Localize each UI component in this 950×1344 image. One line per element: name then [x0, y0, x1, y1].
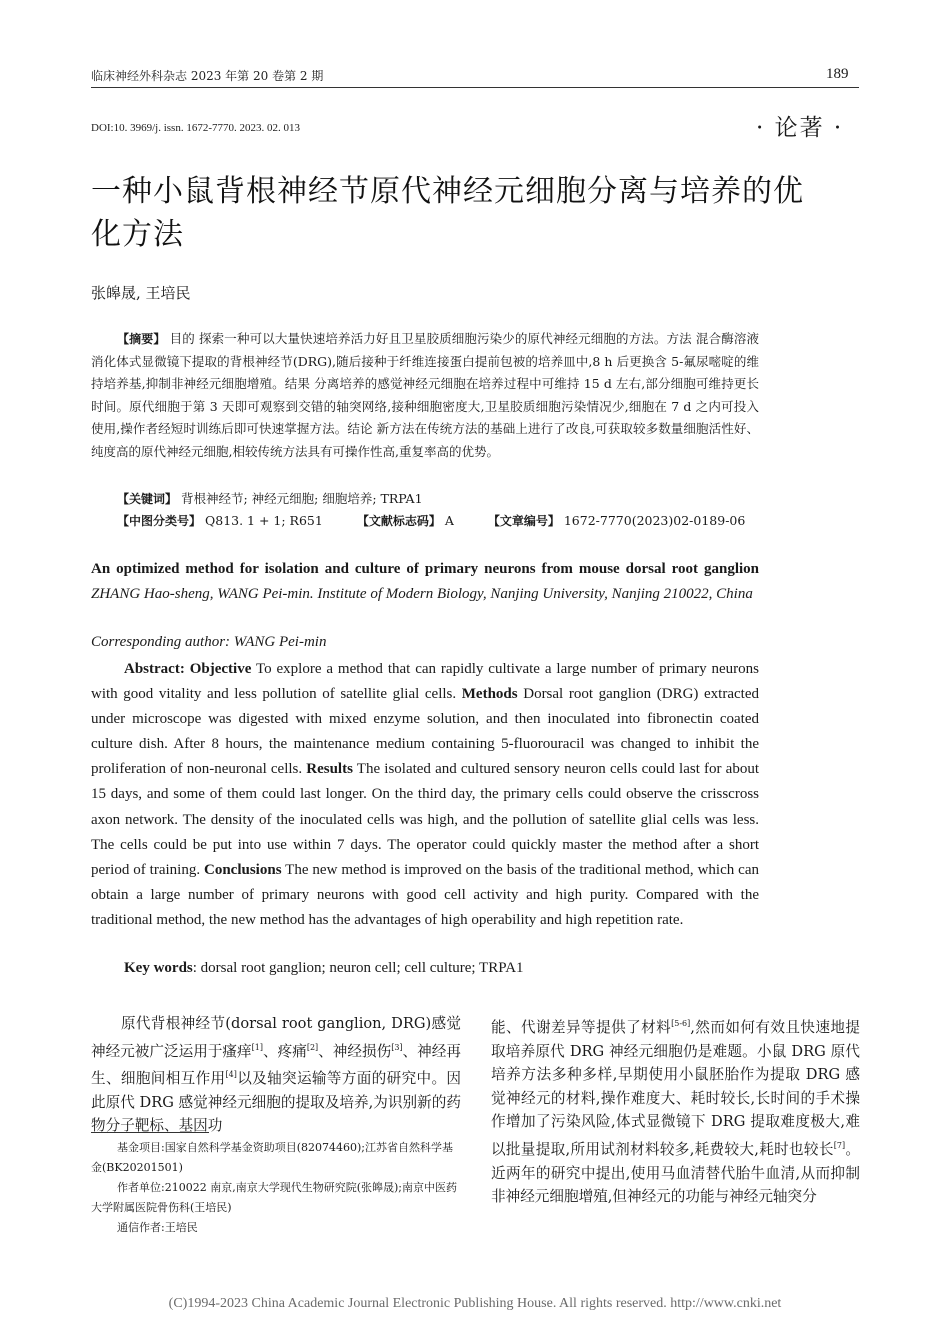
- objective-label: Objective: [189, 661, 252, 677]
- english-title-block: [91, 557, 759, 607]
- corresponding-note: 通信作者:王培民: [117, 1221, 198, 1234]
- english-authors-affiliation: ZHANG Hao-sheng, WANG Pei-min. Institute of Modern Biology, Nanjing University, Nanjing 210022, China: [91, 586, 753, 602]
- section-tag: · 论著 ·: [756, 115, 844, 141]
- objective-text: To explore a method that can rapidly cultivate a large number of primary neurons with good vitality and less pollution of satellite glial cells.: [91, 661, 759, 703]
- body-text: ,然而如何有效且快速地提取培养原代 DRG 神经元细胞仍是难题。小鼠 DRG 原代培养方法多种多样,早期使用小鼠胚胎作为提取 DRG 感觉神经元的材料,操作难度大、耗时较长,长时间的手术操作增加了污染风险,体式显微镜下 DRG 提取难度极大,难以批量提取,所用试剂材料较多,耗费较大,耗时也较长: [491, 1019, 860, 1158]
- methods-label: Methods: [461, 686, 518, 703]
- page-number: 189: [826, 66, 849, 82]
- clc-value: Q813. 1 + 1; R651: [201, 513, 323, 528]
- keywords-label-en: Key words: [124, 960, 193, 976]
- citation-link[interactable]: [3]: [391, 1042, 403, 1052]
- conclusions-label: Conclusions: [204, 861, 282, 878]
- article-title: 一种小鼠背根神经节原代神经元细胞分离与培养的优化方法: [91, 174, 804, 252]
- authors: 张皞晟, 王培民: [91, 284, 191, 302]
- corresponding-author-en: Corresponding author: WANG Pei-min: [91, 634, 327, 650]
- article-no-label: 【文章编号】: [487, 514, 560, 528]
- abstract-label: 【摘要】: [117, 332, 166, 346]
- article-no-value: 1672-7770(2023)02-0189-06: [559, 513, 746, 528]
- clc-label: 【中图分类号】: [117, 514, 202, 528]
- affiliation-note: 作者单位:210022 南京,南京大学现代生物研究院(张皞晟);南京中医药大学附属医院骨伤科(王培民): [91, 1181, 457, 1214]
- running-head: 临床神经外科杂志 2023 年第 20 卷第 2 期: [91, 69, 324, 83]
- doi[interactable]: DOI:10. 3969/j. issn. 1672-7770. 2023. 02. 013: [91, 122, 300, 134]
- conclusions-text: The new method is improved on the basis of the traditional method, which can obtain a large number of primary neurons with good cell activity and high purity. Compared with the traditional method, the new method has the advantages of high operability and high repetition rate.: [91, 861, 759, 928]
- footnotes: [91, 1138, 463, 1238]
- methods-text: Dorsal root ganglion (DRG) extracted under microscope was digested with mixed enzyme solution, and then inoculated into fibronectin coated culture dish. After 8 hours, the maintenance medium containing 5-fluorouracil was changed to inhibit the proliferation of non-neuronal cells.: [91, 686, 759, 778]
- funding-note: 基金项目:国家自然科学基金资助项目(82074460);江苏省自然科学基金(BK20201501): [91, 1141, 453, 1174]
- abstract-text: 目的 探索一种可以大量快速培养活力好且卫星胶质细胞污染少的原代神经元细胞的方法。方法 混合酶溶液消化体式显微镜下提取的背根神经节(DRG),随后接种于纤维连接蛋白提前包被的培养皿中,8 h 后更换含 5-氟尿嘧啶的维持培养基,抑制非神经元细胞增殖。结果 分离培养的感觉神经元细胞在培养过程中可维持 15 d 左右,部分细胞可维持更长时间。原代细胞于第 3 天即可观察到交错的轴突网络,接种细胞密度大,卫星胶质细胞污染情况少,细胞在 7 d 之内可投入使用,操作者经短时训练后即可快速掌握方法。结论 新方法在传统方法的基础上进行了改良,可获取较多数量细胞活性好、纯度高的原代神经元细胞,相较传统方法具有可操作性高,重复率高的优势。: [91, 331, 759, 459]
- keywords-text-en: : dorsal root ganglion; neuron cell; cell culture; TRPA1: [192, 960, 524, 976]
- english-abstract: [91, 657, 759, 933]
- body-text: 以及轴突运输等方面的研究中。因此原代 DRG 感觉神经元细胞的提取及培养,为识别新的药物分子靶标、基因功: [91, 1070, 461, 1135]
- body-column-right: [491, 1012, 860, 1209]
- body-column-left: [91, 1012, 461, 1138]
- footnote-rule: [91, 1132, 209, 1133]
- citation-link[interactable]: [1]: [251, 1042, 263, 1052]
- doc-code-value: A: [440, 513, 454, 528]
- results-text: The isolated and cultured sensory neuron cells could last for about 15 days, and some of them could last longer. On the third day, the primary cells could observe the crisscross axon network. The density of the inoculated cells was high, and the pollution of satellite glial cells was less. The cells could be put into use within 7 days. The operator could quickly master the method after a short period of training.: [91, 761, 759, 878]
- citation-link[interactable]: [2]: [306, 1042, 319, 1052]
- header-rule: [91, 87, 859, 88]
- copyright-footer: (C)1994-2023 China Academic Journal Electronic Publishing House. All rights reserved. http://www.cnki.net: [168, 1296, 782, 1311]
- classification-line: [117, 512, 745, 529]
- doc-code-label: 【文献标志码】: [356, 514, 441, 528]
- keywords-text: 背根神经节; 神经元细胞; 细胞培养; TRPA1: [177, 491, 423, 506]
- body-text: 、神经再生、细胞间相互作用: [91, 1042, 461, 1088]
- body-text: 、疼痛: [263, 1042, 307, 1060]
- results-label: Results: [306, 761, 353, 778]
- citation-link[interactable]: [7]: [833, 1140, 846, 1150]
- english-keywords: [124, 960, 524, 977]
- citation-link[interactable]: [4]: [225, 1070, 237, 1080]
- citation-link[interactable]: [5-6]: [671, 1019, 691, 1028]
- chinese-keywords: [117, 489, 423, 507]
- body-text: 、神经损伤: [318, 1042, 392, 1060]
- chinese-abstract: [91, 328, 759, 464]
- body-text: 能、代谢差异等提供了材料: [491, 1019, 672, 1036]
- keywords-label: 【关键词】: [117, 492, 178, 506]
- body-text: 原代背根神经节(dorsal root ganglion, DRG)感觉神经元被广泛运用于瘙痒: [91, 1015, 461, 1060]
- english-title: An optimized method for isolation and culture of primary neurons from mouse dorsal root ganglion: [91, 561, 759, 577]
- body-text: 。近两年的研究中提出,使用马血清替代胎牛血清,从而抑制非神经元细胞增殖,但神经元的功能与神经元轴突分: [491, 1140, 860, 1206]
- abstract-label-en: Abstract:: [124, 661, 190, 677]
